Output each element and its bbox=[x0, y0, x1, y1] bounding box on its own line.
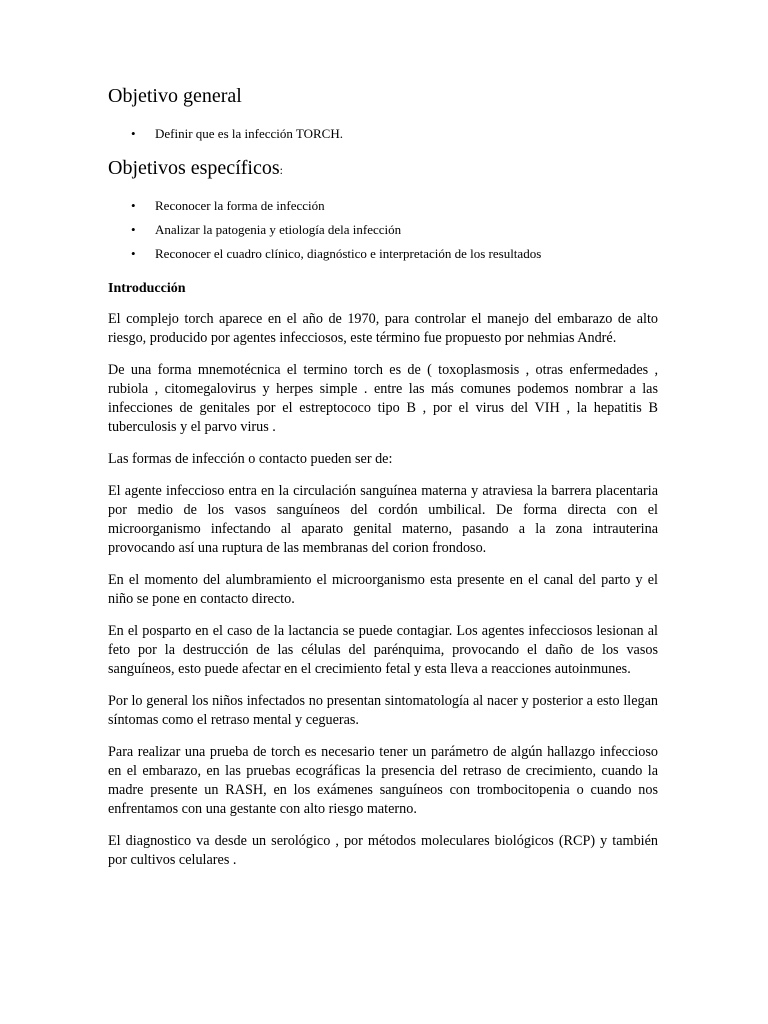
general-objectives-list bbox=[108, 126, 658, 142]
bullet-icon: • bbox=[131, 222, 136, 237]
bullet-icon: • bbox=[131, 126, 136, 141]
paragraph: El agente infeccioso entra en la circulación sanguínea materna y atraviesa la barrera placentaria por medio de los vasos sanguíneos del cordón umbilical. De forma directa con el microorganismo infectando al aparato genital materno, pasando a la zona intrauterina provocando así una ruptura de las membranas del corion frondoso. bbox=[108, 482, 658, 556]
heading-introduccion: Introducción bbox=[108, 281, 186, 296]
list-item: • Reconocer el cuadro clínico, diagnóstico e interpretación de los resultados bbox=[131, 246, 542, 261]
heading-colon: : bbox=[279, 163, 283, 177]
paragraph: En el momento del alumbramiento el microorganismo esta presente en el canal del parto y el niño se pone en contacto directo. bbox=[108, 571, 658, 607]
heading-objetivo-general: Objetivo general bbox=[108, 85, 242, 107]
list-item: • Reconocer la forma de infección bbox=[131, 198, 325, 213]
paragraph: Para realizar una prueba de torch es necesario tener un parámetro de algún hallazgo infeccioso en el embarazo, en las pruebas ecográficas la presencia del retraso de crecimiento, cuando la madre presente un RASH, en los exámenes sanguíneos con trombocitopenia o cuando nos enfrentamos con una gestante con alto riesgo materno. bbox=[108, 743, 658, 817]
paragraph: Por lo general los niños infectados no presentan sintomatología al nacer y posterior a esto llegan síntomas como el retraso mental y cegueras. bbox=[108, 692, 658, 728]
list-item: • Analizar la patogenia y etiología dela infección bbox=[131, 222, 402, 237]
list-item: • Definir que es la infección TORCH. bbox=[131, 126, 343, 141]
specific-objectives-list bbox=[108, 198, 658, 262]
paragraph: El complejo torch aparece en el año de 1970, para controlar el manejo del embarazo de alto riesgo, producido por agentes infecciosos, este término fue propuesto por nehmias André. bbox=[108, 310, 658, 346]
paragraph: El diagnostico va desde un serológico , por métodos moleculares biológicos (RCP) y también por cultivos celulares . bbox=[108, 832, 658, 868]
bullet-icon: • bbox=[131, 246, 136, 261]
paragraph: De una forma mnemotécnica el termino torch es de ( toxoplasmosis , otras enfermedades , rubiola , citomegalovirus y herpes simple . entre las más comunes podemos nombrar a las infecciones de genitales por el estreptococo tipo B , por el virus del VIH , la hepatitis B tuberculosis y el parvo virus . bbox=[108, 361, 658, 435]
heading-objetivos-especificos: Objetivos específicos: bbox=[108, 157, 283, 179]
bullet-icon: • bbox=[131, 198, 136, 213]
document-page bbox=[108, 84, 658, 883]
paragraph: Las formas de infección o contacto pueden ser de: bbox=[108, 450, 393, 467]
paragraph: En el posparto en el caso de la lactancia se puede contagiar. Los agentes infecciosos lesionan al feto por la destrucción de las células del parénquima, provocando el daño de los vasos sanguíneos, esto puede afectar en el crecimiento fetal y esta lleva a reacciones autoinmunes. bbox=[108, 622, 658, 677]
